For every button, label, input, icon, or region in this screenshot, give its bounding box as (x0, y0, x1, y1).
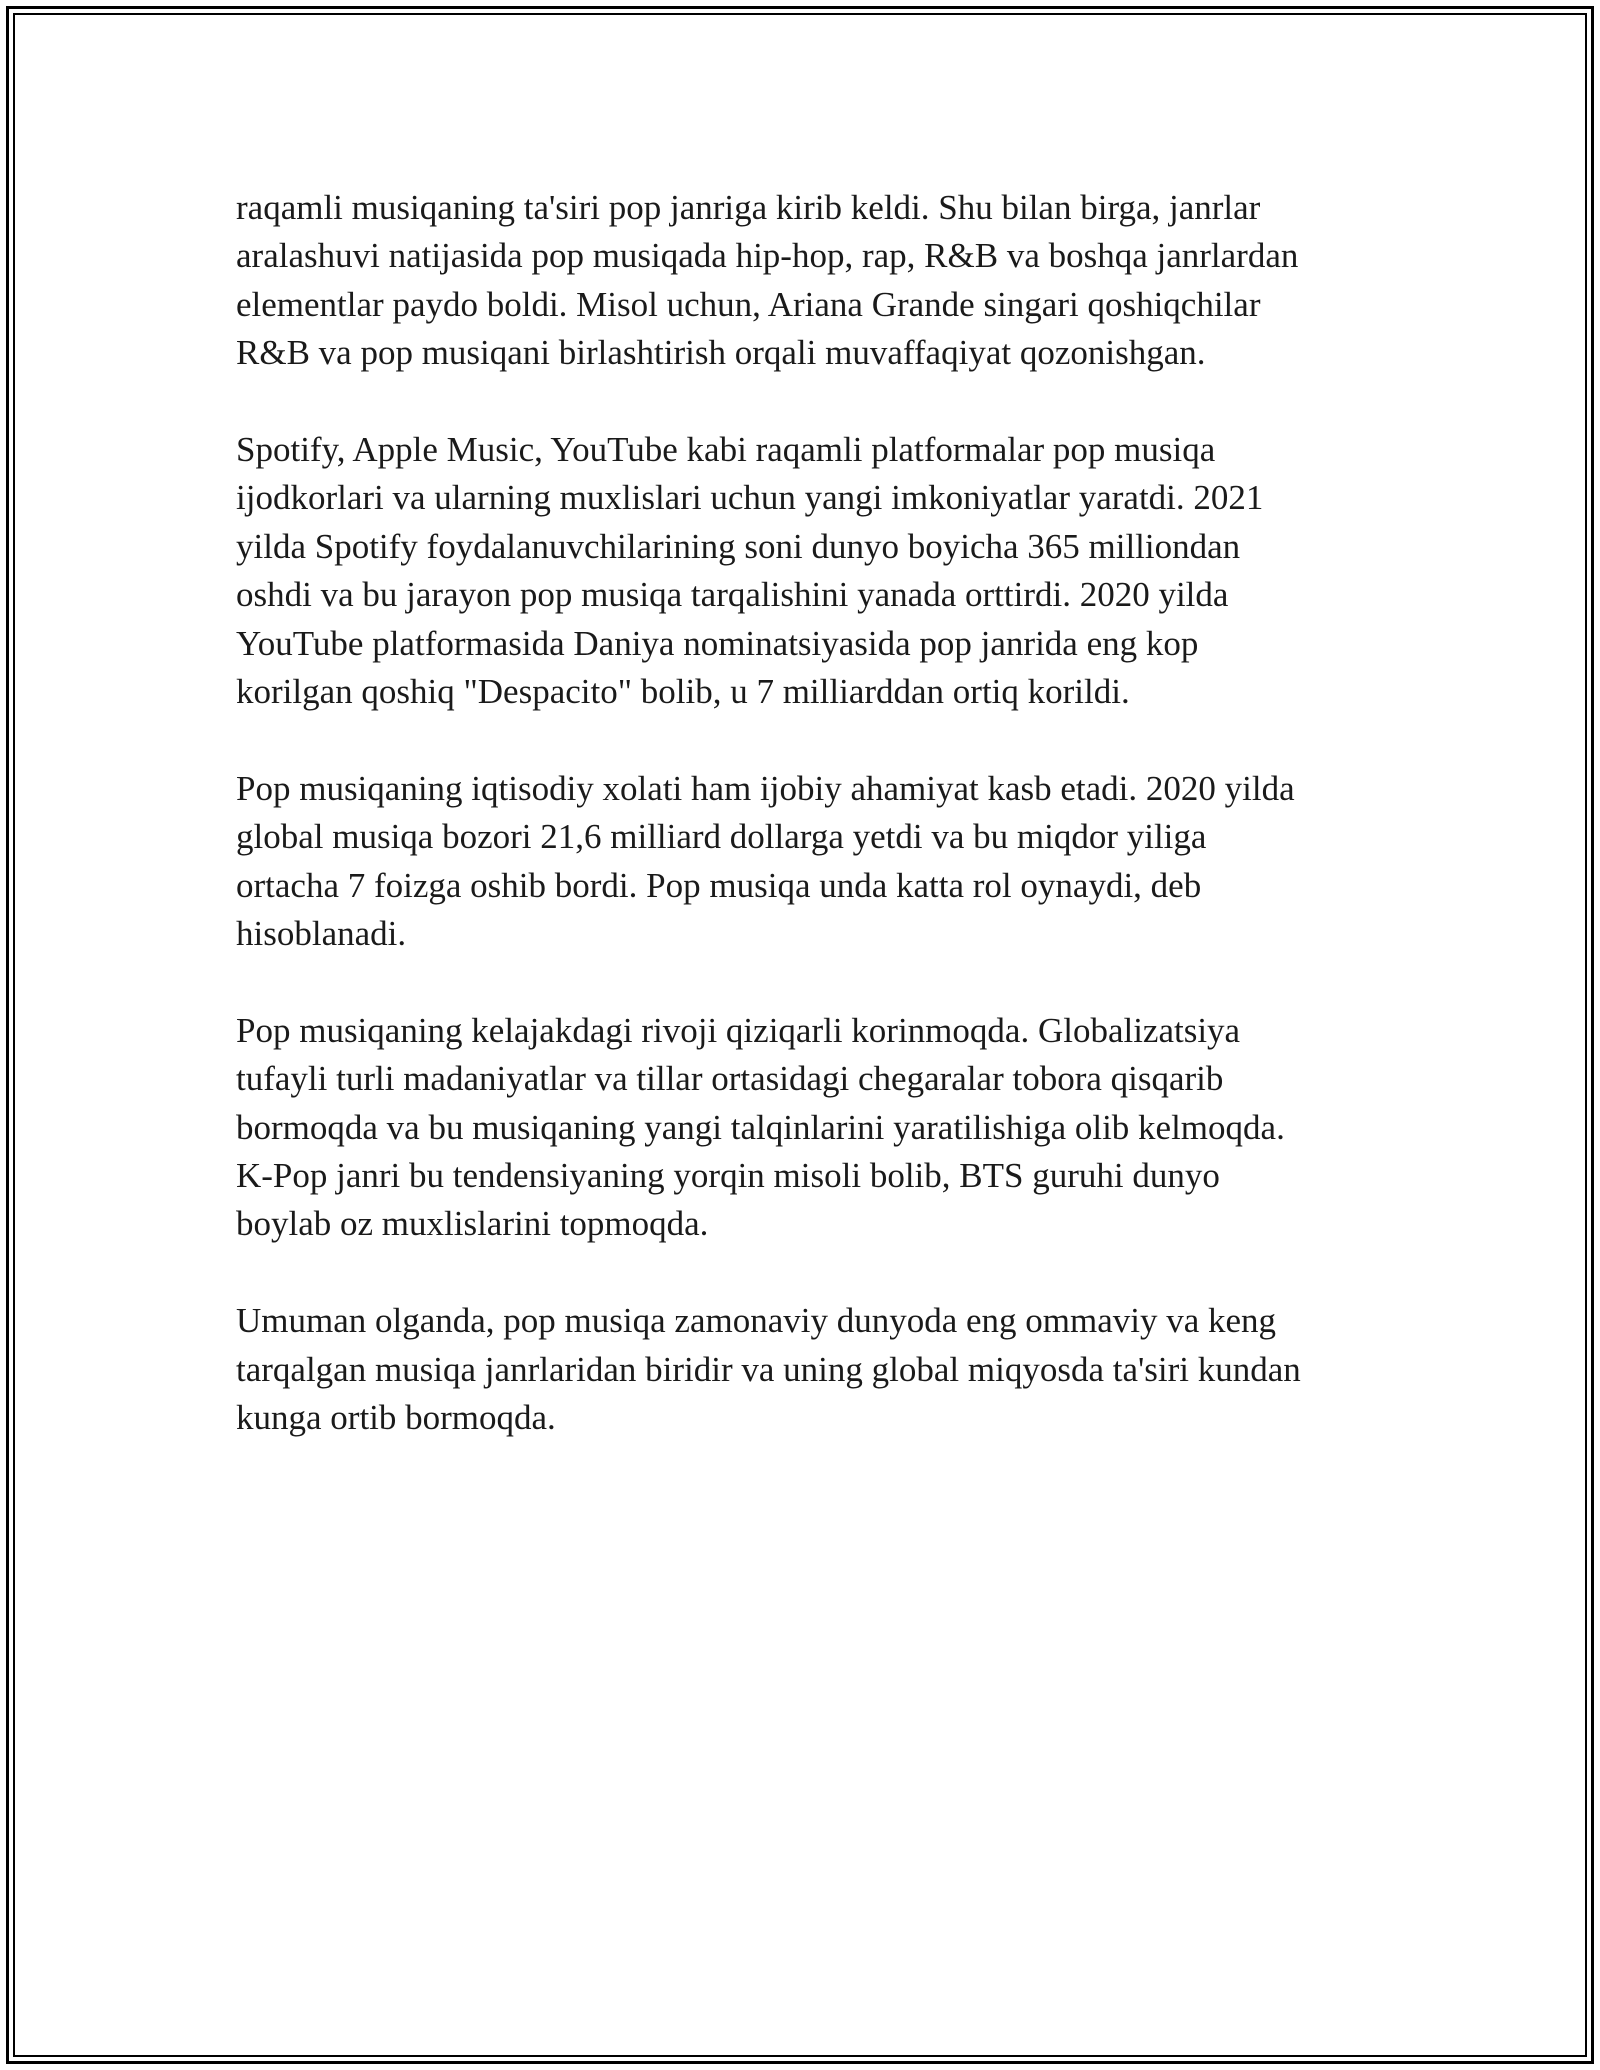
paragraph-line: Umuman olganda, pop musiqa zamonaviy dunyoda eng ommaviy va keng (236, 1301, 1277, 1341)
paragraph-line: bormoqda va bu musiqaning yangi talqinlarini yaratilishiga olib kelmoqda. (236, 1107, 1285, 1147)
paragraph-line: R&B va pop musiqani birlashtirish orqali muvaffaqiyat qozonishgan. (236, 333, 1206, 373)
paragraph-line: Spotify, Apple Music, YouTube kabi raqamli platformalar pop musiqa (236, 430, 1216, 470)
document-body (236, 184, 1366, 1443)
paragraph-line: Pop musiqaning iqtisodiy xolati ham ijobiy ahamiyat kasb etadi. 2020 yilda (236, 768, 1295, 808)
paragraph-line: K-Pop janri bu tendensiyaning yorqin misoli bolib, BTS guruhi dunyo (236, 1156, 1220, 1196)
paragraph-line: yilda Spotify foydalanuvchilarining soni dunyo boyicha 365 milliondan (236, 526, 1241, 566)
paragraph-5 (236, 1297, 1366, 1442)
paragraph-line: boylab oz muxlislarini topmoqda. (236, 1204, 709, 1244)
paragraph-line: elementlar paydo boldi. Misol uchun, Ariana Grande singari qoshiqchilar (236, 284, 1261, 324)
paragraph-line: oshdi va bu jarayon pop musiqa tarqalishini yanada orttirdi. 2020 yilda (236, 575, 1229, 615)
paragraph-4 (236, 1007, 1366, 1249)
paragraph-line: korilgan qoshiq "Despacito" bolib, u 7 milliarddan ortiq korildi. (236, 672, 1130, 712)
paragraph-2 (236, 426, 1366, 716)
paragraph-line: YouTube platformasida Daniya nominatsiyasida pop janrida eng kop (236, 623, 1199, 663)
paragraph-line: global musiqa bozori 21,6 milliard dollarga yetdi va bu miqdor yiliga (236, 817, 1207, 857)
paragraph-line: hisoblanadi. (236, 914, 407, 954)
paragraph-line: aralashuvi natijasida pop musiqada hip-hop, rap, R&B va boshqa janrlardan (236, 236, 1299, 276)
paragraph-line: raqamli musiqaning ta'siri pop janriga kirib keldi. Shu bilan birga, janrlar (236, 188, 1261, 227)
paragraph-1 (236, 184, 1366, 378)
paragraph-line: ortacha 7 foizga oshib bordi. Pop musiqa unda katta rol oynaydi, deb (236, 865, 1202, 905)
paragraph-line: ijodkorlari va ularning muxlislari uchun yangi imkoniyatlar yaratdi. 2021 (236, 478, 1264, 518)
paragraph-3 (236, 765, 1366, 959)
paragraph-line: tufayli turli madaniyatlar va tillar ortasidagi chegaralar tobora qisqarib (236, 1059, 1224, 1099)
paragraph-line: tarqalgan musiqa janrlaridan biridir va uning global miqyosda ta'siri kundan (236, 1349, 1301, 1389)
paragraph-line: Pop musiqaning kelajakdagi rivoji qiziqarli korinmoqda. Globalizatsiya (236, 1010, 1241, 1050)
paragraph-line: kunga ortib bormoqda. (236, 1398, 556, 1438)
